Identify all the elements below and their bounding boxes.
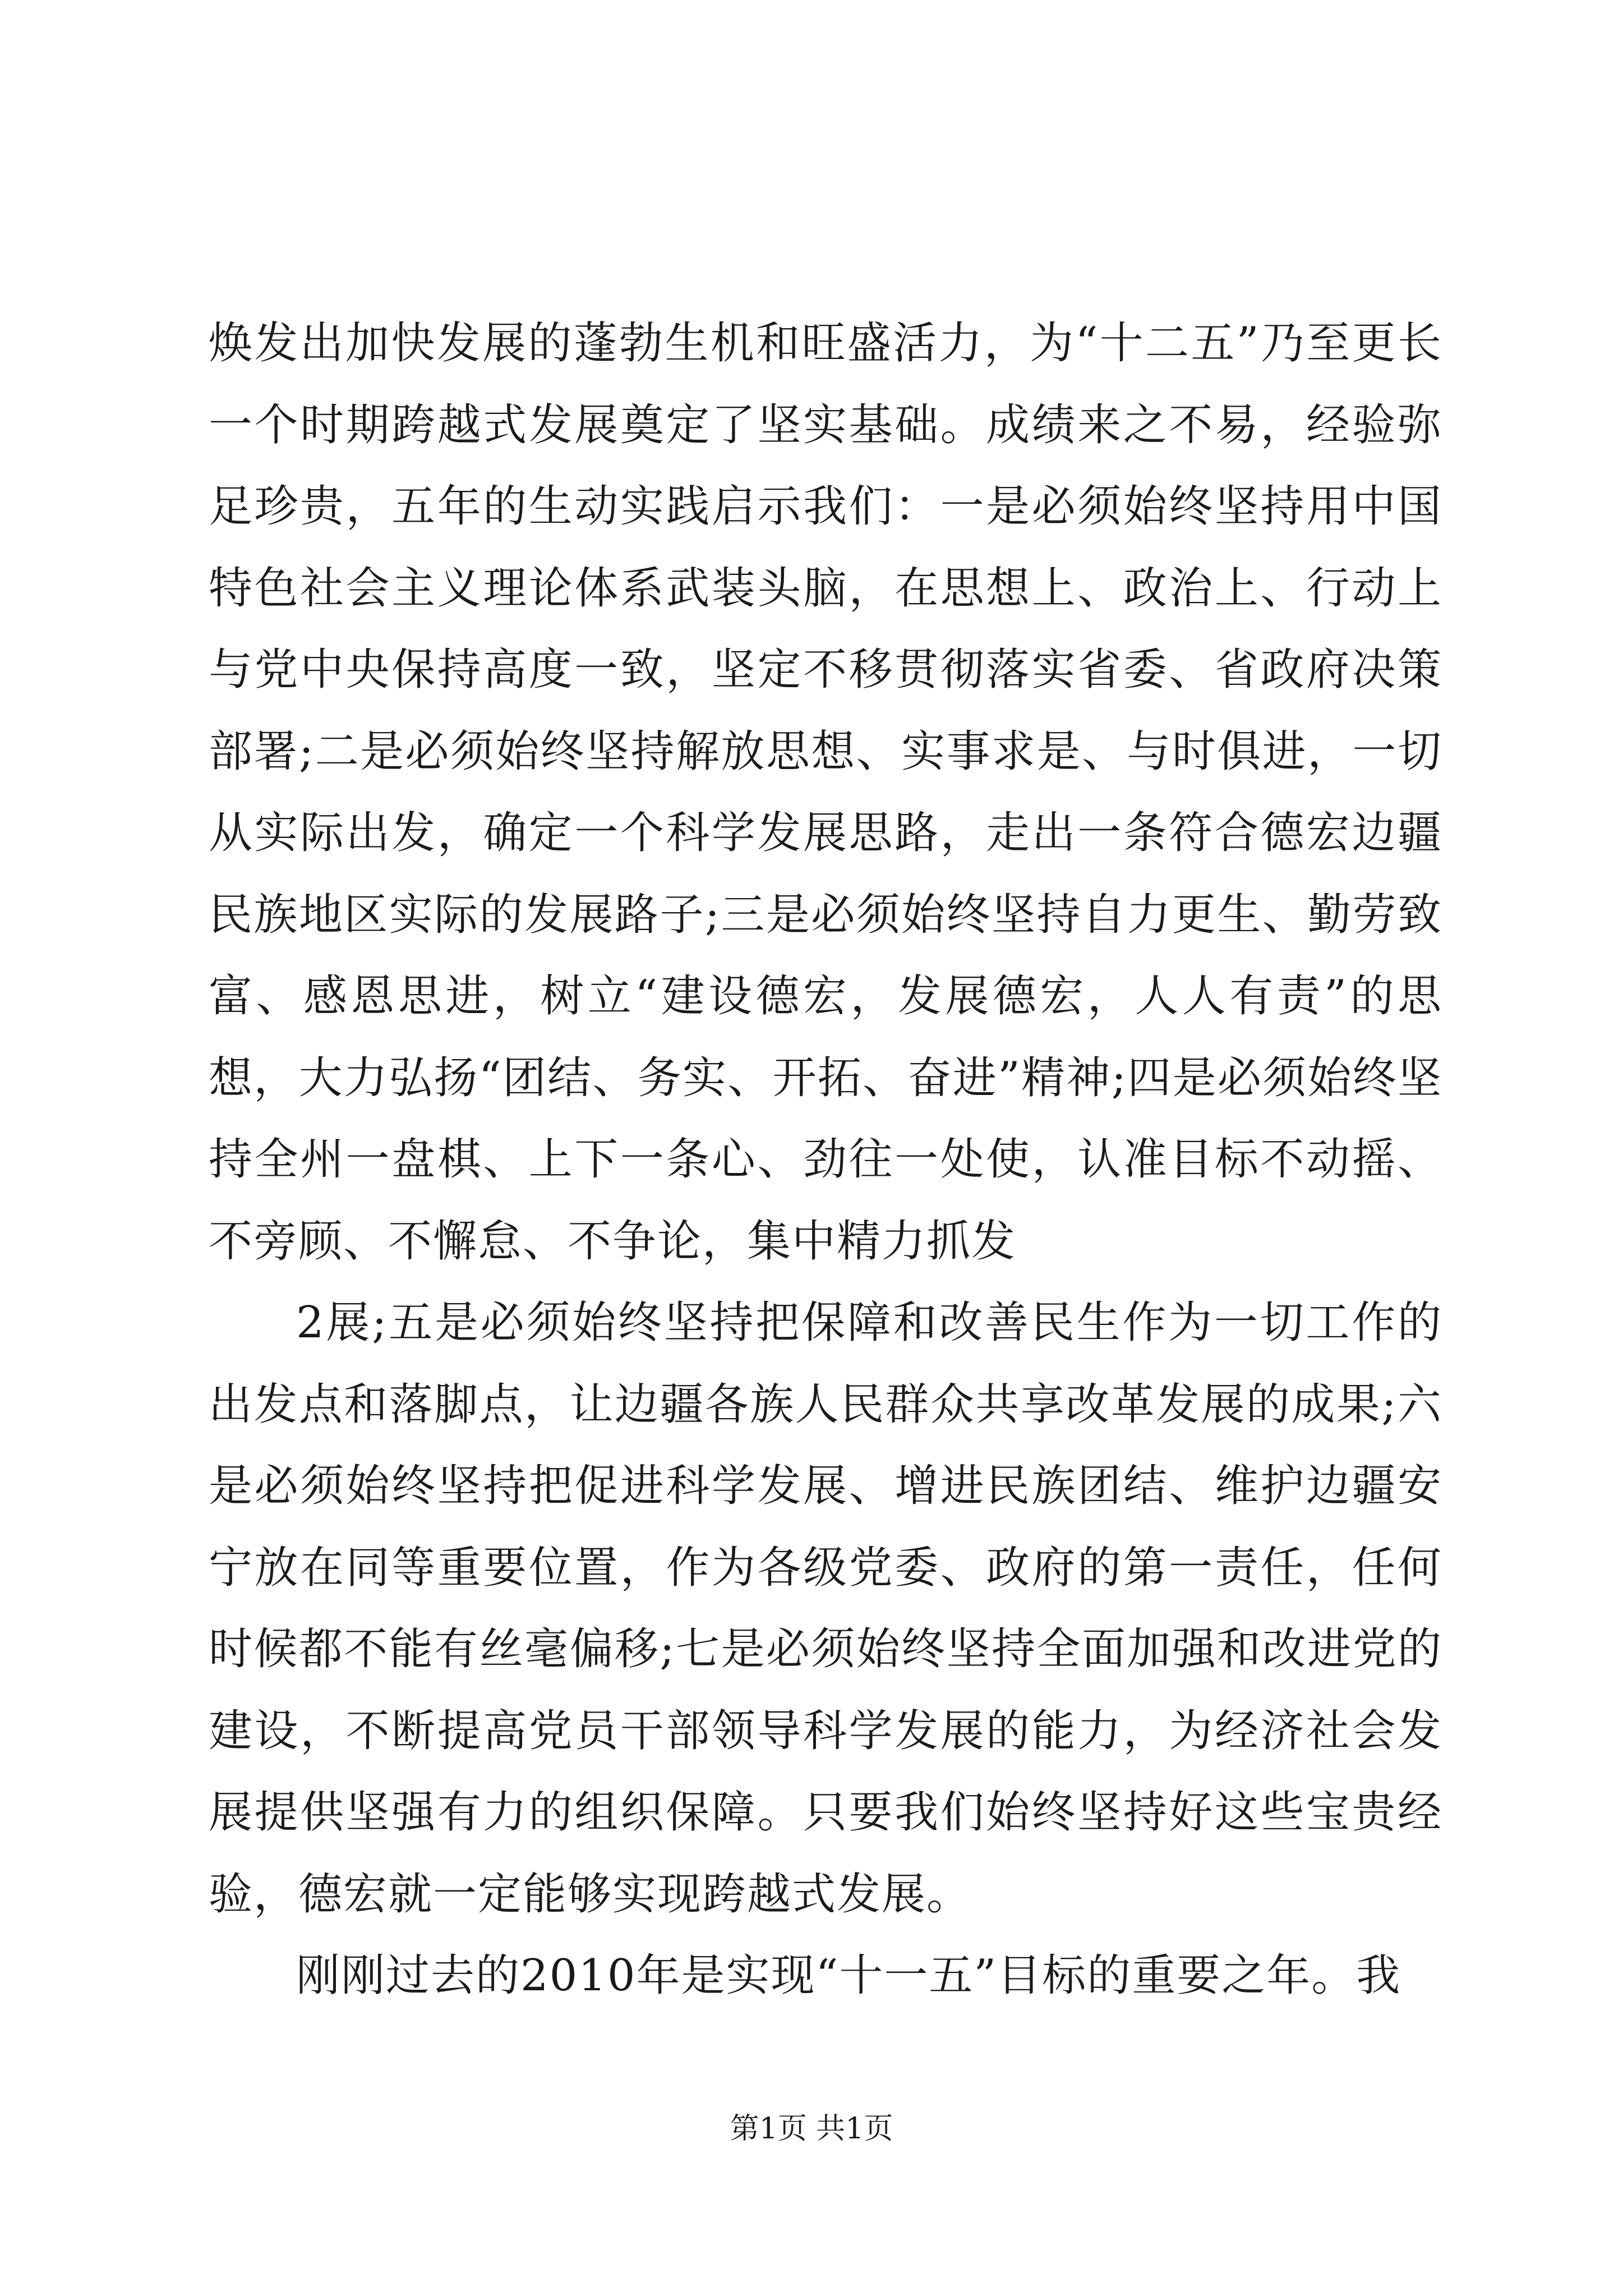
paragraph-1: 焕发出加快发展的蓬勃生机和旺盛活力，为“十二五”乃至更长一个时期跨越式发展奠定了坚实基础。成绩来之不易，经验弥足珍贵，五年的生动实践启示我们：一是必须始终坚持用中国特色社会主义理论体系武装头脑，在思想上、政治上、行动上与党中央保持高度一致，坚定不移贯彻落实省委、省政府决策部署;二是必须始终坚持解放思想、实事求是、与时俱进，一切从实际出发，确定一个科学发展思路，走出一条符合德宏边疆民族地区实际的发展路子;三是必须始终坚持自力更生、勤劳致富、感恩思进，树立“建设德宏，发展德宏，人人有责”的思想，大力弘扬“团结、务实、开拓、奋进”精神;四是必须始终坚持全州一盘棋、上下一条心、劲往一处使，认准目标不动摇、不旁顾、不懈怠、不争论，集中精力抓发 [209, 318, 1443, 1267]
paragraph-3: 刚刚过去的2010年是实现“十一五”目标的重要之年。我 [296, 1950, 1401, 2001]
document-body [209, 303, 1442, 2017]
page-footer: 第1页 共1页 [730, 2112, 893, 2146]
paragraph-2: 2展;五是必须始终坚持把保障和改善民生作为一切工作的出发点和落脚点，让边疆各族人民群众共享改革发展的成果;六是必须始终坚持把促进科学发展、增进民族团结、维护边疆安宁放在同等重要位置，作为各级党委、政府的第一责任，任何时候都不能有丝毫偏移;七是必须始终坚持全面加强和改进党的建设，不断提高党员干部领导科学发展的能力，为经济社会发展提供坚强有力的组织保障。只要我们始终坚持好这些宝贵经验，德宏就一定能够实现跨越式发展。 [209, 1297, 1443, 1920]
